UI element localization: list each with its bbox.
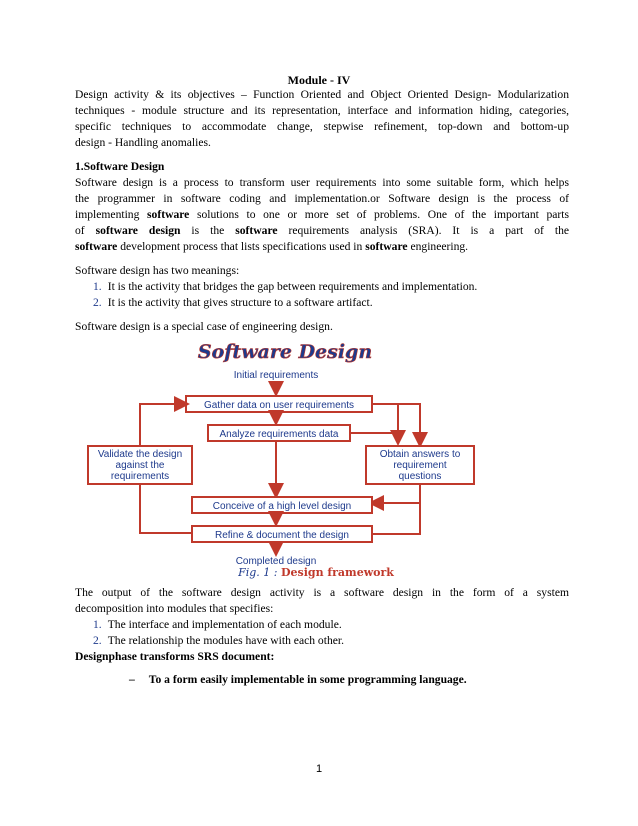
sd-line-3b: software (147, 208, 190, 221)
dash-bullet-text: To a form easily implementable in some programming language. (148, 673, 467, 686)
sd-line-4d: software (235, 224, 278, 237)
sd-line-4e: requirements analysis (SRA). It is a part of the (288, 224, 570, 237)
list-number: 2. (93, 296, 102, 309)
list-number: 1. (93, 618, 102, 631)
sd-line-4c: is the (191, 224, 225, 237)
sd-line-2: the programmer in software coding and implementation.or Software design is the process of (75, 192, 569, 205)
dash-bullet: – (129, 673, 135, 686)
arrow-validate-to-refine (140, 484, 192, 533)
list-item (93, 633, 344, 649)
validate-line-3: requirements (110, 471, 170, 482)
obtain-line-2: requirement (393, 460, 447, 471)
section-heading-software-design: 1.Software Design (75, 160, 165, 173)
sd-line-5a: software (75, 240, 118, 253)
sd-line-5b: development process that lists specifications used in (120, 240, 363, 253)
dash-bullet-item (129, 672, 467, 688)
module-title: Module - IV (287, 73, 351, 87)
design-framework-diagram (80, 338, 550, 582)
list-item (93, 617, 342, 633)
sd-line-5c: software (365, 240, 408, 253)
page-number: 1 (315, 763, 323, 775)
list-text: The relationship the modules have with each other. (107, 634, 345, 647)
figure-caption (237, 566, 394, 579)
initial-requirements-label: Initial requirements (233, 370, 319, 381)
output-line-2: decomposition into modules that specifies: (75, 602, 274, 615)
arrow-gather-to-obtain (372, 404, 420, 444)
completed-design-label: Completed design (235, 556, 317, 567)
arrow-refine-feedback (372, 484, 420, 534)
intro-line-3: specific techniques to accommodate change, stepwise refinement, top-down and bottom-up (75, 120, 569, 133)
conceive-design-label: Conceive of a high level design (212, 501, 352, 512)
list-text: It is the activity that gives structure to a software artifact. (107, 296, 373, 309)
sd-line-4b: software design (95, 224, 181, 237)
list-item (93, 279, 477, 295)
refine-design-label: Refine & document the design (215, 530, 349, 541)
sd-line-1: Software design is a process to transform user requirements into some suitable form, which helps (75, 176, 569, 189)
arrow-obtain-to-conceive (372, 484, 420, 503)
list-text: It is the activity that bridges the gap between requirements and implementation. (107, 280, 478, 293)
meanings-intro: Software design has two meanings: (75, 264, 240, 277)
arrow-validate-to-gather (140, 404, 186, 446)
diagram-title: Software Design (197, 341, 373, 363)
obtain-line-1: Obtain answers to (379, 449, 461, 460)
design-phase-heading: Designphase transforms SRS document: (75, 650, 275, 663)
list-number: 2. (93, 634, 102, 647)
validate-line-2: against the (115, 460, 165, 471)
intro-line-1: Design activity & its objectives – Function Oriented and Object Oriented Design- Modularization (75, 88, 569, 101)
sd-line-3c: solutions to one or more set of problems. One of the important parts (196, 208, 569, 221)
analyze-requirements-label: Analyze requirements data (219, 429, 339, 440)
sd-line-3a: implementing (75, 208, 140, 221)
sd-line-4 (75, 223, 569, 239)
sd-line-4a: of (75, 224, 85, 237)
intro-line-2: techniques - module structure and its representation, interface and information hiding, categories, (75, 104, 569, 117)
caption-text: Design framework (280, 566, 394, 579)
output-line-1: The output of the software design activity is a software design in the form of a system (75, 586, 569, 599)
special-case-line: Software design is a special case of engineering design. (75, 320, 333, 333)
list-item (93, 295, 373, 311)
gather-data-label: Gather data on user requirements (203, 400, 355, 411)
sd-line-3 (75, 207, 569, 223)
obtain-line-3: questions (398, 471, 442, 482)
sd-line-5d: engineering. (410, 240, 469, 253)
caption-prefix: Fig. 1 : (238, 566, 281, 579)
list-number: 1. (93, 280, 102, 293)
list-text: The interface and implementation of each module. (107, 618, 342, 631)
intro-line-4: design - Handling anomalies. (75, 136, 211, 149)
validate-line-1: Validate the design (97, 449, 183, 460)
sd-line-5 (75, 239, 569, 255)
